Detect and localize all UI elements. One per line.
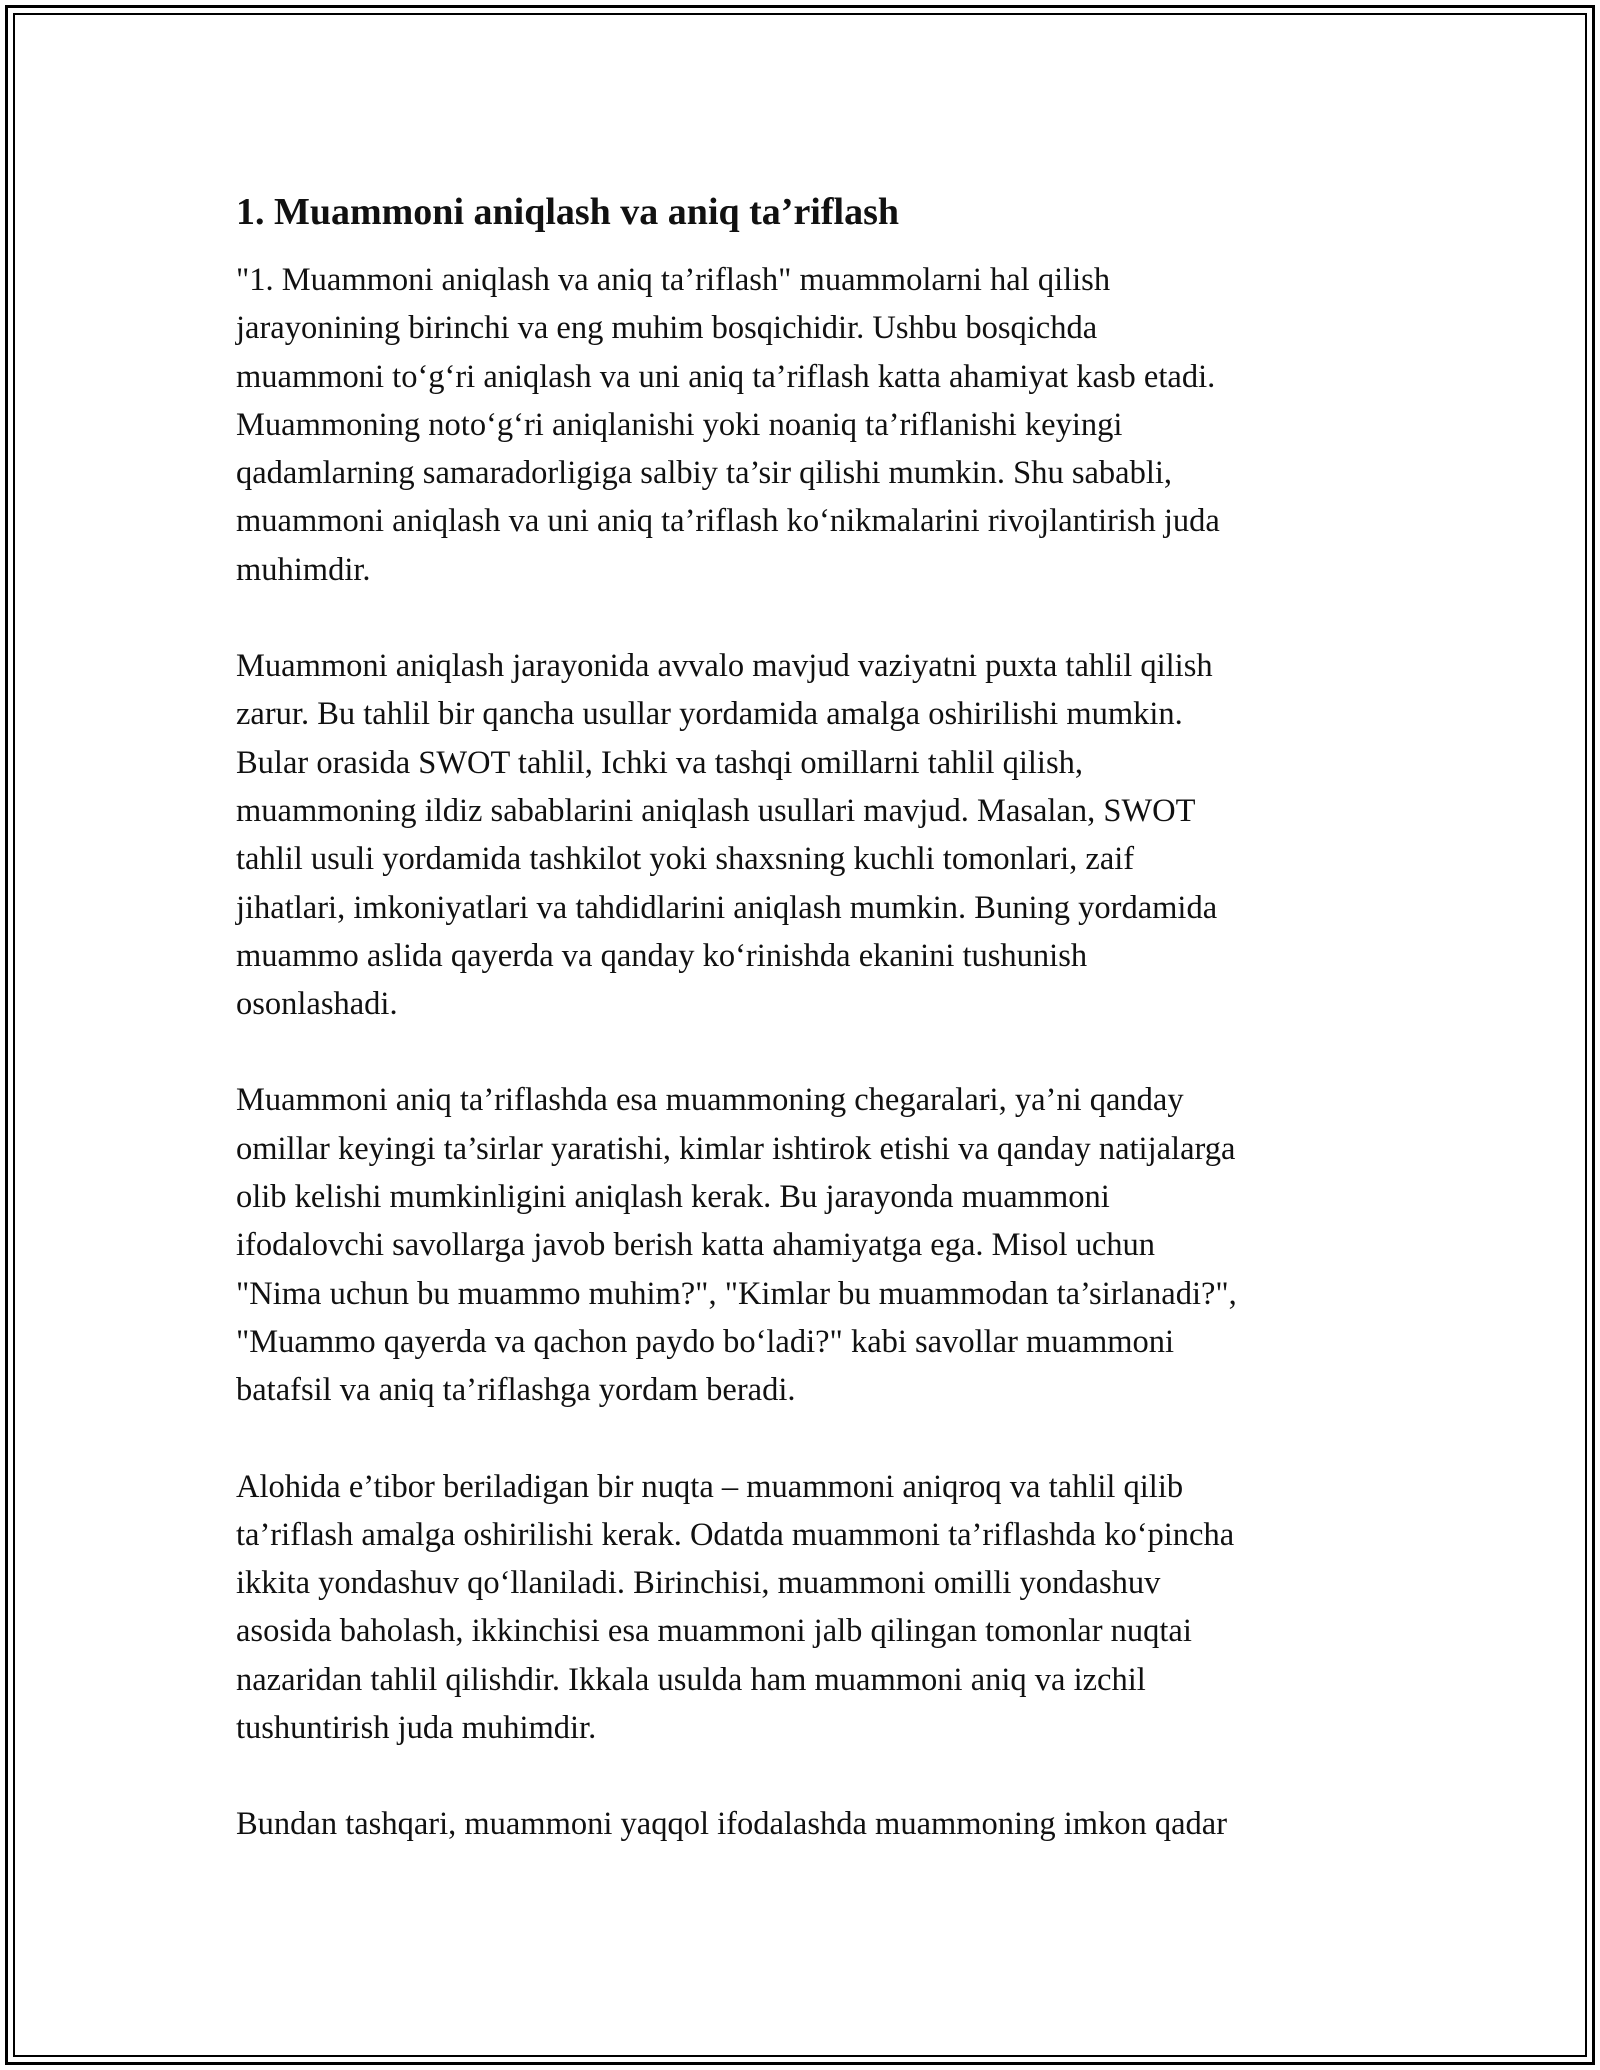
section-heading: 1. Muammoni aniqlash va aniq ta’riflash bbox=[236, 191, 899, 233]
paragraph-3: Muammoni aniq ta’riflashda esa muammoning chegaralari, ya’ni qanday omillar keyingi ta’sirlar yaratishi, kimlar ishtirok etishi va qanday natijalarga olib kelishi mumkinligini aniqlash kerak. Bu jarayonda muammoni ifodalovchi savollarga javob berish katta ahamiyatga ega. Misol uchun "Nima uchun bu muammo muhim?", "Kimlar bu muammodan ta’sirlanadi?", "Muammo qayerda va qachon paydo bo‘ladi?" kabi savollar muammoni batafsil va aniq ta’riflashga yordam beradi. bbox=[236, 1082, 1237, 1409]
paragraph-1: "1. Muammoni aniqlash va aniq ta’riflash" muammolarni hal qilish jarayonining birinchi va eng muhim bosqichidir. Ushbu bosqichda muammoni to‘g‘ri aniqlash va uni aniq ta’riflash katta ahamiyat kasb etadi. Muammoning noto‘g‘ri aniqlanishi yoki noaniq ta’riflanishi keyingi qadamlarning samaradorligiga salbiy ta’sir qilishi mumkin. Shu sababli, muammoni aniqlash va uni aniq ta’riflash ko‘nikmalarini rivojlantirish juda muhimdir. bbox=[236, 262, 1220, 588]
document-body bbox=[236, 186, 1381, 1897]
paragraph-5: Bundan tashqari, muammoni yaqqol ifodalashda muammoning imkon qadar bbox=[236, 1806, 1228, 1843]
paragraph-4: Alohida e’tibor beriladigan bir nuqta – muammoni aniqroq va tahlil qilib ta’riflash amalga oshirilishi kerak. Odatda muammoni ta’riflashda ko‘pincha ikkita yondashuv qo‘llaniladi. Birinchisi, muammoni omilli yondashuv asosida baholash, ikkinchisi esa muammoni jalb qilingan tomonlar nuqtai nazaridan tahlil qilishdir. Ikkala usulda ham muammoni aniq va izchil tushuntirish juda muhimdir. bbox=[236, 1468, 1235, 1747]
paragraph-2: Muammoni aniqlash jarayonida avvalo mavjud vaziyatni puxta tahlil qilish zarur. Bu tahlil bir qancha usullar yordamida amalga oshirilishi mumkin. Bular orasida SWOT tahlil, Ichki va tashqi omillarni tahlil qilish, muammoning ildiz sabablarini aniqlash usullari mavjud. Masalan, SWOT tahlil usuli yordamida tashkilot yoki shaxsning kuchli tomonlari, zaif jihatlari, imkoniyatlari va tahdidlarini aniqlash mumkin. Buning yordamida muammo aslida qayerda va qanday ko‘rinishda ekanini tushunish osonlashadi. bbox=[236, 648, 1218, 1023]
